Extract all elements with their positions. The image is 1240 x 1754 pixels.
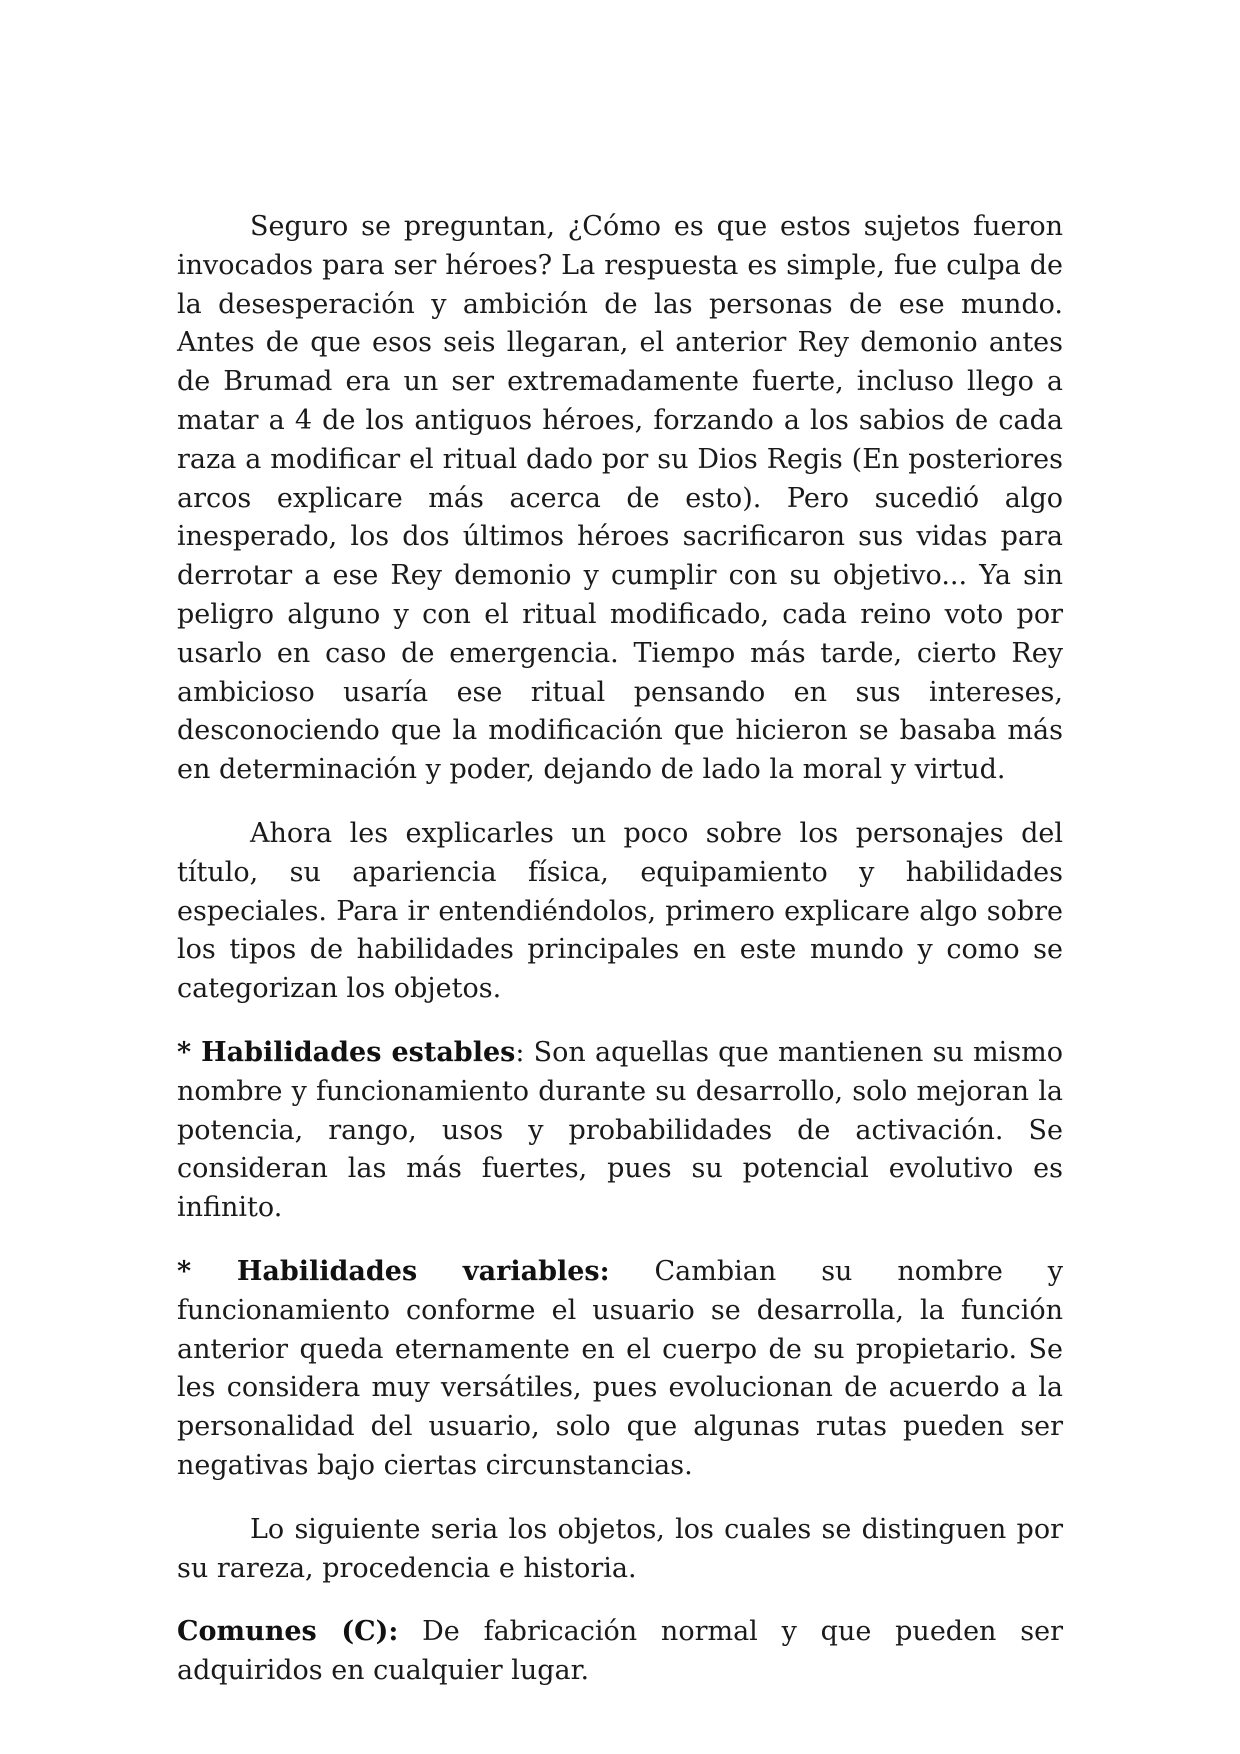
document-page: [177, 208, 1063, 1716]
definition-stable-skills: : Son aquellas que mantienen su mismo nombre y funcionamiento durante su desarrollo, solo mejoran la potencia, rango, usos y probabilidades de activación. Se consideran las más fuertes, pues su potencial evolutivo es infinito.: [177, 1036, 1063, 1224]
term-stable-skills: * Habilidades estables: [177, 1036, 516, 1068]
definition-common-objects: De fabricación normal y que pueden ser adquiridos en cualquier lugar.: [177, 1616, 1063, 1687]
paragraph-common-objects: [177, 1613, 1063, 1691]
term-common-objects: Comunes (C):: [177, 1616, 399, 1648]
definition-variable-skills: Cambian su nombre y funcionamiento conforme el usuario se desarrolla, la función anterior queda eternamente en el cuerpo de su propietario. Se les considera muy versátiles, pues evolucionan de acuerdo a la personalidad del usuario, solo que algunas rutas pueden ser negativas bajo ciertas circunstancias.: [177, 1255, 1063, 1481]
paragraph-stable-skills: [177, 1034, 1063, 1228]
term-variable-skills: * Habilidades variables:: [177, 1255, 610, 1287]
paragraph-objects-intro: Lo siguiente seria los objetos, los cuales se distinguen por su rareza, procedencia e historia.: [177, 1513, 1063, 1584]
paragraph-characters-intro: Ahora les explicarles un poco sobre los personajes del título, su apariencia física, equipamiento y habilidades especiales. Para ir entendiéndolos, primero explicare algo sobre los tipos de habilidades principales en este mundo y como se categorizan los objetos.: [177, 817, 1063, 1005]
paragraph-variable-skills: [177, 1253, 1063, 1486]
paragraph-invocation-history: Seguro se preguntan, ¿Cómo es que estos sujetos fueron invocados para ser héroes? La respuesta es simple, fue culpa de la desesperación y ambición de las personas de ese mundo. Antes de que esos seis llegaran, el anterior Rey demonio antes de Brumad era un ser extremadamente fuerte, incluso llego a matar a 4 de los antiguos héroes, forzando a los sabios de cada raza a modificar el ritual dado por su Dios Regis (En posteriores arcos explicare más acerca de esto). Pero sucedió algo inesperado, los dos últimos héroes sacrificaron sus vidas para derrotar a ese Rey demonio y cumplir con su objetivo... Ya sin peligro alguno y con el ritual modificado, cada reino voto por usarlo en caso de emergencia. Tiempo más tarde, cierto Rey ambicioso usaría ese ritual pensando en sus intereses, desconociendo que la modificación que hicieron se basaba más en determinación y poder, dejando de lado la moral y virtud.: [177, 211, 1063, 786]
